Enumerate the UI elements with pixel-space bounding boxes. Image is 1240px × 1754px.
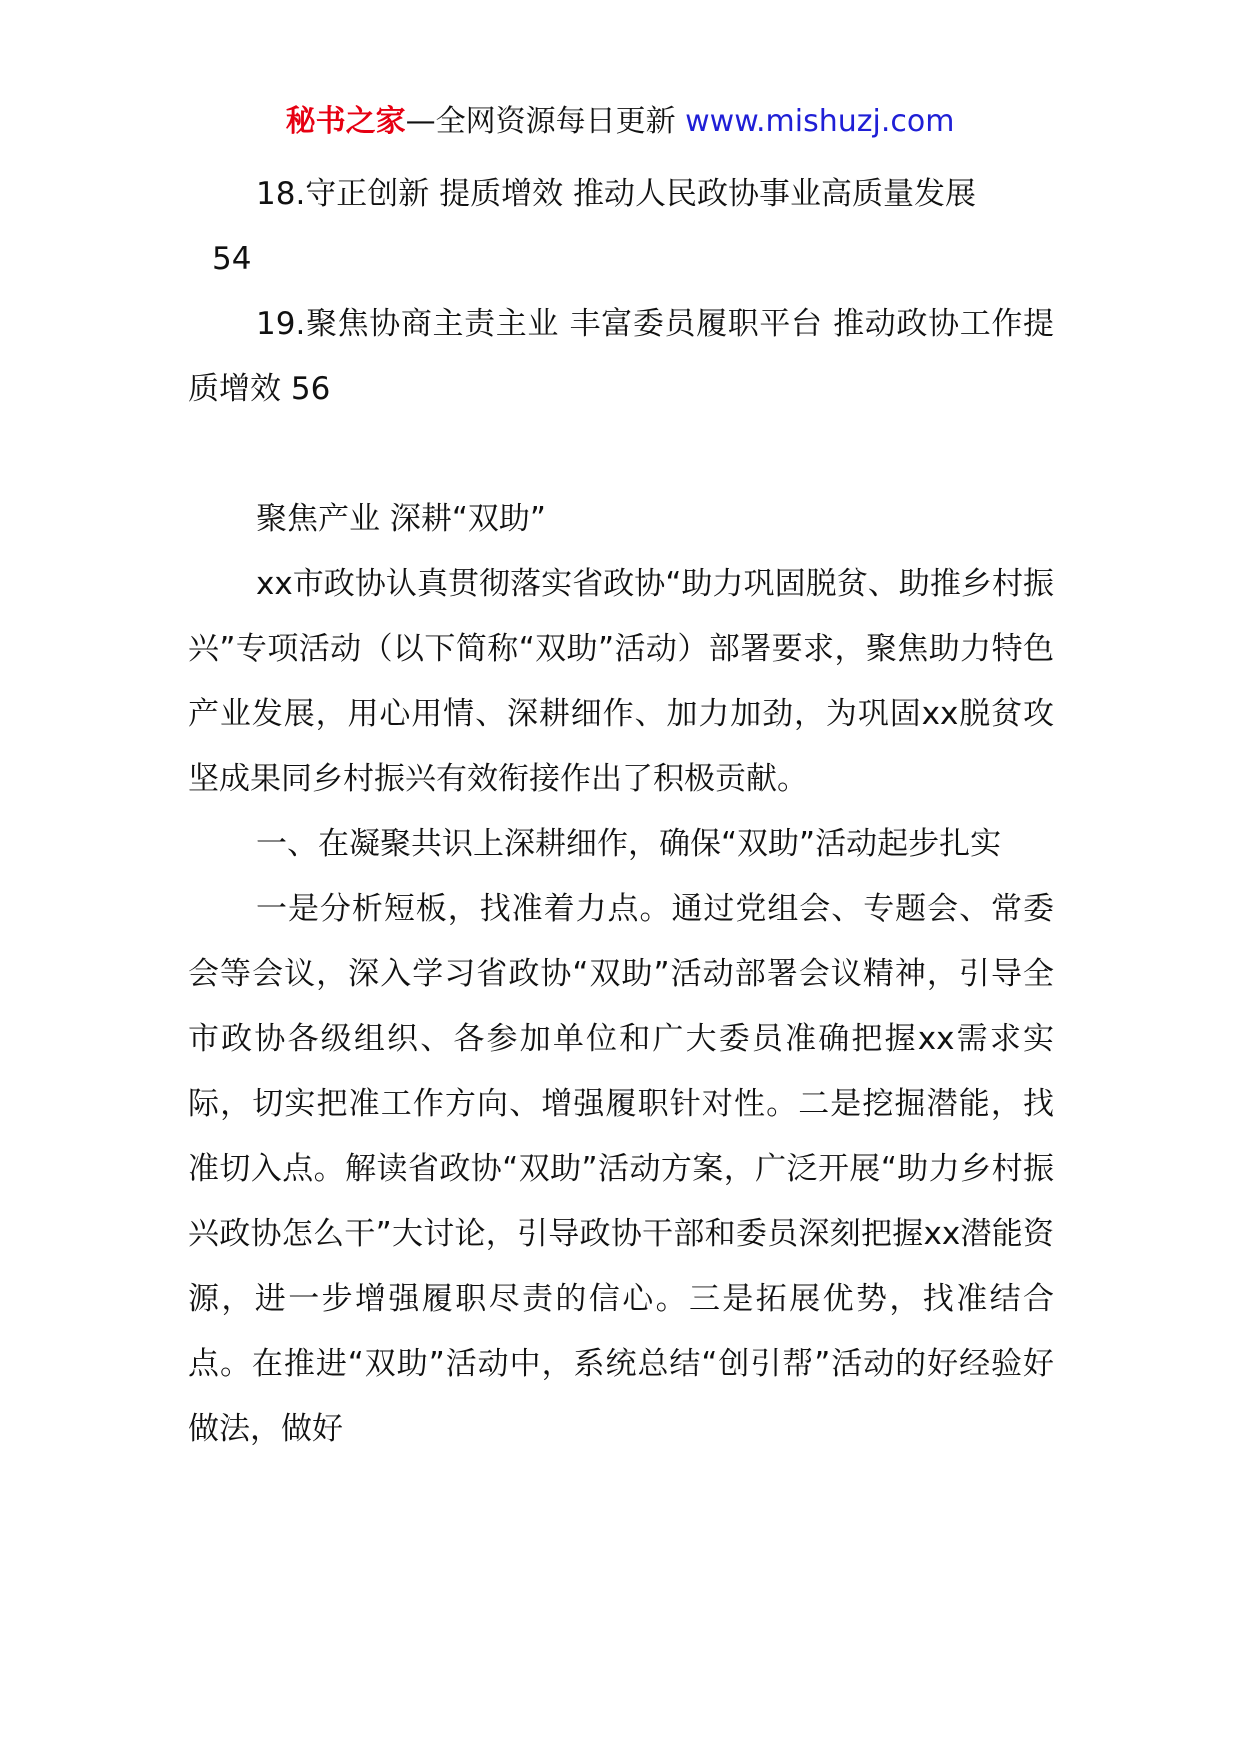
document-body xyxy=(188,162,1054,1462)
toc-entry-title: 19.聚焦协商主责主业 丰富委员履职平台 推动政协工作提质增效 xyxy=(188,306,1054,407)
toc-entry-title: 18.守正创新 提质增效 推动人民政协事业高质量发展 xyxy=(256,176,977,212)
toc-entry-19 xyxy=(188,292,1054,422)
site-url-link[interactable]: www.mishuzj.com xyxy=(685,104,955,139)
site-brand: 秘书之家 xyxy=(285,104,406,139)
site-tagline: —全网资源每日更新 xyxy=(405,104,676,139)
site-header xyxy=(0,102,1240,142)
section-heading-1: 一、在凝聚共识上深耕细作，确保“双助”活动起步扎实 xyxy=(256,826,1002,862)
article-title: 聚焦产业 深耕“双助” xyxy=(256,501,546,537)
article-paragraph-body: 一是分析短板，找准着力点。通过党组会、专题会、常委会等会议，深入学习省政协“双助”活动部署会议精神，引导全市政协各级组织、各参加单位和广大委员准确把握xx需求实际，切实把准工作方向、增强履职针对性。二是挖掘潜能，找准切入点。解读省政协“双助”活动方案，广泛开展“助力乡村振兴政协怎么干”大讨论，引导政协干部和委员深刻把握xx潜能资源，进一步增强履职尽责的信心。三是拓展优势，找准结合点。在推进“双助”活动中，系统总结“创引帮”活动的好经验好做法，做好 xyxy=(188,891,1054,1447)
toc-entry-page: 56 xyxy=(290,371,331,407)
blank-line xyxy=(188,422,1054,487)
toc-entry-18 xyxy=(188,162,1054,292)
article-paragraph-intro: xx市政协认真贯彻落实省政协“助力巩固脱贫、助推乡村振兴”专项活动（以下简称“双助”活动）部署要求，聚焦助力特色产业发展，用心用情、深耕细作、加力加劲，为巩固xx脱贫攻坚成果同乡村振兴有效衔接作出了积极贡献。 xyxy=(188,566,1054,797)
toc-entry-page: 54 xyxy=(212,241,252,277)
